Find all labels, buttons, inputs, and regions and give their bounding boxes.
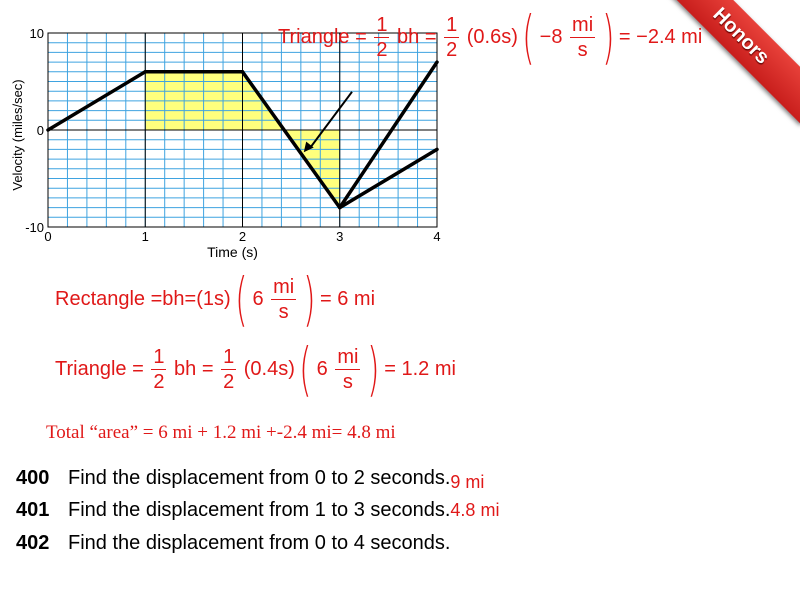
x-tick-label: 3 bbox=[336, 229, 344, 244]
frac-den: 2 bbox=[223, 370, 235, 393]
half-fraction bbox=[221, 347, 236, 392]
right-paren: ) bbox=[601, 3, 615, 71]
eq-result: = 1.2 mi bbox=[384, 357, 456, 380]
eq-prefix: Rectangle =bh=(1s) bbox=[55, 287, 231, 310]
frac-num: mi bbox=[273, 275, 295, 298]
right-paren: ) bbox=[367, 335, 380, 403]
frac-num: 1 bbox=[223, 345, 235, 368]
x-tick-label: 0 bbox=[44, 229, 52, 244]
eq-base: (0.4s) bbox=[243, 357, 295, 380]
eq-coef: 6 bbox=[316, 357, 328, 380]
eq-bh: bh bbox=[397, 25, 420, 48]
frac-num: 1 bbox=[153, 345, 165, 368]
problem-text: Find the displacement from 1 to 3 seconds. bbox=[68, 499, 451, 521]
half-fraction bbox=[151, 347, 166, 392]
equals-sign: = bbox=[201, 357, 214, 380]
problem-answer: 4.8 mi bbox=[450, 500, 500, 520]
x-tick-label: 1 bbox=[141, 229, 149, 244]
x-tick-label: 4 bbox=[433, 229, 441, 244]
problem-answer: 9 mi bbox=[450, 472, 485, 492]
problem-text: Find the displacement from 0 to 4 seconds. bbox=[68, 532, 451, 554]
velocity-segment bbox=[340, 62, 437, 208]
frac-num: 1 bbox=[376, 13, 388, 36]
frac-den: s bbox=[577, 38, 588, 61]
eq-coef: 6 bbox=[252, 287, 264, 310]
problem-number: 400 bbox=[16, 467, 50, 489]
half-fraction bbox=[444, 15, 459, 60]
problem-401 bbox=[16, 499, 499, 522]
unit-fraction bbox=[271, 277, 296, 322]
top-triangle-equation bbox=[278, 3, 703, 71]
frac-den: s bbox=[342, 370, 353, 393]
y-tick-label: -10 bbox=[25, 220, 44, 235]
frac-num: 1 bbox=[446, 13, 458, 36]
equals-sign: = bbox=[132, 357, 144, 380]
frac-den: 2 bbox=[153, 370, 165, 393]
frac-den: s bbox=[278, 300, 289, 323]
x-axis-label: Time (s) bbox=[207, 244, 258, 260]
eq-result: = −2.4 mi bbox=[618, 25, 703, 48]
eq-prefix: Triangle bbox=[278, 25, 350, 48]
left-paren: ( bbox=[235, 265, 248, 333]
problem-text: Find the displacement from 0 to 2 seconds. bbox=[68, 467, 451, 489]
eq-base: (0.6s) bbox=[466, 25, 518, 48]
honors-banner-label: Honors bbox=[708, 3, 774, 69]
left-paren: ( bbox=[299, 335, 312, 403]
total-area-line: Total “area” = 6 mi + 1.2 mi +-2.4 mi= 4.8 mi bbox=[46, 422, 396, 443]
unit-fraction bbox=[335, 347, 360, 392]
eq-bh: bh bbox=[174, 357, 197, 380]
eq-coef: −8 bbox=[539, 25, 563, 48]
equals-sign: = bbox=[355, 25, 367, 48]
frac-num: mi bbox=[572, 13, 594, 36]
unit-fraction bbox=[570, 15, 595, 60]
y-tick-label: 0 bbox=[36, 123, 44, 138]
y-tick-label: 10 bbox=[29, 26, 44, 41]
frac-num: mi bbox=[337, 345, 359, 368]
y-axis-label: Velocity (miles/sec) bbox=[10, 79, 25, 191]
problem-number: 401 bbox=[16, 499, 50, 521]
triangle-equation bbox=[55, 335, 456, 403]
right-paren: ) bbox=[302, 265, 316, 333]
eq-prefix: Triangle bbox=[55, 357, 127, 380]
half-fraction bbox=[374, 15, 389, 60]
x-tick-label: 2 bbox=[238, 229, 247, 244]
eq-result: = 6 mi bbox=[320, 287, 376, 310]
frac-den: 2 bbox=[376, 38, 388, 61]
problem-400 bbox=[16, 467, 484, 490]
equals-sign: = bbox=[424, 25, 437, 48]
frac-den: 2 bbox=[446, 38, 458, 61]
problem-number: 402 bbox=[16, 532, 50, 554]
rectangle-equation bbox=[55, 265, 376, 333]
left-paren: ( bbox=[522, 3, 535, 71]
problem-402 bbox=[16, 532, 450, 555]
